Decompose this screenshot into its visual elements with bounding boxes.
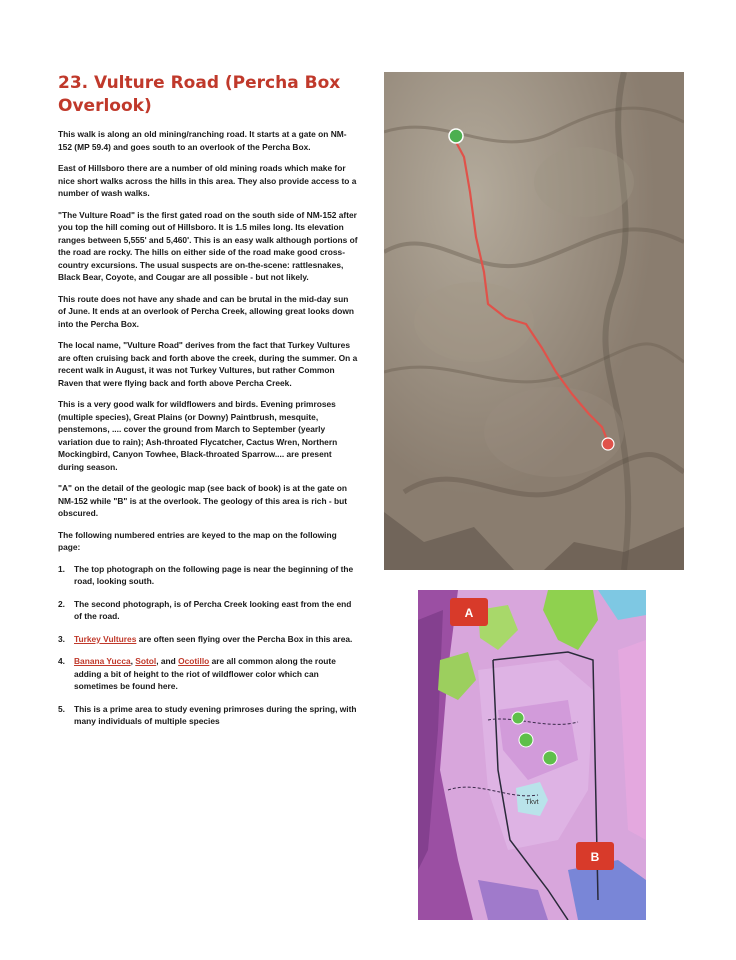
link-banana-yucca[interactable]: Banana Yucca (74, 656, 131, 666)
paragraph-name-origin: The local name, "Vulture Road" derives from the fact that Turkey Vultures are often cruising back and forth above the creek, during the summer. On a recent walk in August, it was not Turkey Vultures, but rather Common Raven that were flying back and forth above Percha Creek. (58, 340, 358, 388)
paragraph-wildflowers: This is a very good walk for wildflowers and birds. Evening primroses (multiple species), Great Plains (or Downy) Paintbrush, mesquite, penstemons, .... cover the ground from March to September (yearly variation due to rain); Ash-throated Flycatcher, Cactus Wren, Northern Mockingbird, Canyon Towhee, Black-throated Sparrow.... are present during season. (58, 399, 338, 472)
satellite-map (384, 72, 684, 570)
map-point-icon (512, 712, 524, 724)
list-item: 2. The second photograph, is of Percha Creek looking east from the end of the road. (58, 598, 352, 621)
body-text (58, 128, 358, 738)
paragraph-mining-roads: East of Hillsboro there are a number of old mining roads which make for nice short walks across the hills in this area. They also provide access to a number of wash walks. (58, 163, 357, 198)
link-turkey-vultures[interactable]: Turkey Vultures (74, 633, 137, 644)
formation-label: Tkvt (525, 799, 539, 806)
paragraph-shade: This route does not have any shade and can be brutal in the mid-day sun of June. It ends at an overlook of Percha Creek, allowing great looks down into the Percha Box. (58, 293, 354, 329)
paragraph-geology: "A" on the detail of the geologic map (see back of book) is at the gate on NM-152 while "B" is at the overlook. The geology of this area is rich - but obscured. (58, 483, 348, 518)
page-title: 23. Vulture Road (Percha Box Overlook) (58, 73, 341, 116)
paragraph-keyed-entries: The following numbered entries are keyed to the map on the following page: (58, 529, 337, 552)
list-item: 3. Turkey Vultures are often seen flying over the Percha Box in this area. (58, 633, 353, 644)
paragraph-vulture-road: "The Vulture Road" is the first gated road on the south side of NM-152 after you top the hill coming out of Hillsboro. It is 1.5 miles long. Its elevation ranges between 5,555' and 5,460'. This is an easy walk although portions of the road are rocky. The hills on either side of the road make good cross-country excursions. The usual suspects are on-the-scene: rattlesnakes, Black Bear, Coyote, and Cougar are all possible - but not likely. (58, 209, 358, 282)
list-item: 4. Banana Yucca, Sotol, and Ocotillo are all common along the route adding a bit of height to the riot of wildflower color which can sometimes be found here. (58, 656, 336, 691)
geologic-map-graphic (418, 590, 646, 920)
satellite-map-graphic (384, 72, 684, 570)
map-point-icon (543, 751, 557, 765)
geologic-map (418, 590, 646, 920)
paragraph-intro: This walk is along an old mining/ranching road. It starts at a gate on NM-152 (MP 59.4) and goes south to an overlook of the Percha Box. (58, 129, 347, 152)
marker-a-label: A (464, 606, 474, 620)
start-marker-icon (449, 129, 463, 143)
marker-b-label: B (590, 850, 600, 864)
list-item: 1. The top photograph on the following page is near the beginning of the road, looking south. (58, 563, 354, 586)
map-point-icon (519, 733, 533, 747)
link-ocotillo[interactable]: Ocotillo (178, 656, 210, 666)
numbered-list (58, 563, 358, 728)
link-sotol[interactable]: Sotol (135, 656, 157, 666)
end-marker-icon (602, 438, 614, 450)
list-item: 5. This is a prime area to study evening primroses during the spring, with many individuals of multiple species (58, 703, 357, 726)
